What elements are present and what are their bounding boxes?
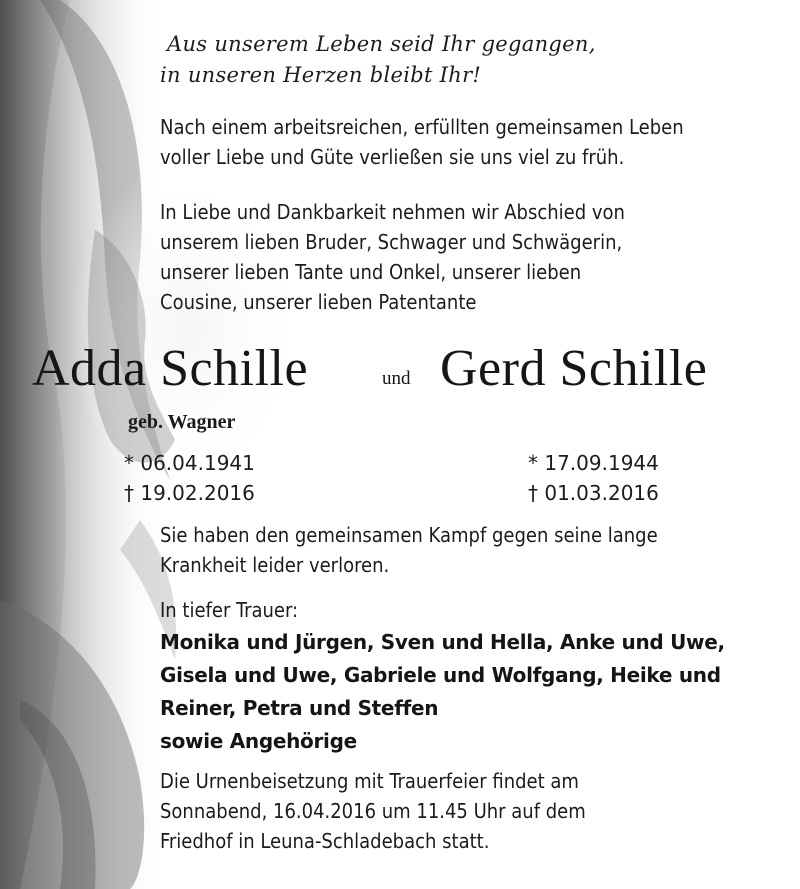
mourners-line-1: Monika und Jürgen, Sven und Hella, Anke und Uwe, [160,630,725,654]
intro-line-2: voller Liebe und Güte verließen sie uns viel zu früh. [160,145,625,169]
maiden-name: geb. Wagner [128,411,236,433]
farewell-line-2: unserem lieben Bruder, Schwager und Schwägerin, [160,230,623,254]
adda-death-date: † 19.02.2016 [124,481,255,505]
motto-line-1: Aus unserem Leben seid Ihr gegangen, [167,32,596,56]
mourners-line-3: Reiner, Petra und Steffen [160,696,439,720]
illness-line-2: Krankheit leider verloren. [160,553,390,577]
name-adda: Adda Schille [32,340,309,397]
adda-birth-date: * 06.04.1941 [124,451,255,475]
farewell-line-3: unserer lieben Tante und Onkel, unserer lieben [160,260,582,284]
farewell-line-1: In Liebe und Dankbarkeit nehmen wir Abschied von [160,200,625,224]
name-connector: und [382,368,411,389]
mourners-line-2: Gisela und Uwe, Gabriele und Wolfgang, Heike und [160,663,721,687]
funeral-line-2: Sonnabend, 16.04.2016 um 11.45 Uhr auf dem [160,799,586,823]
funeral-line-1: Die Urnenbeisetzung mit Trauerfeier findet am [160,769,579,793]
mourners-line-4: sowie Angehörige [160,729,357,753]
name-gerd: Gerd Schille [440,340,708,397]
gerd-birth-date: * 17.09.1944 [528,451,659,475]
mourners-heading: In tiefer Trauer: [160,598,299,622]
motto-line-2: in unseren Herzen bleibt Ihr! [160,63,482,87]
intro-line-1: Nach einem arbeitsreichen, erfüllten gemeinsamen Leben [160,115,684,139]
funeral-line-3: Friedhof in Leuna-Schladebach statt. [160,829,490,853]
farewell-line-4: Cousine, unserer lieben Patentante [160,290,477,314]
illness-line-1: Sie haben den gemeinsamen Kampf gegen seine lange [160,523,658,547]
gerd-death-date: † 01.03.2016 [528,481,659,505]
